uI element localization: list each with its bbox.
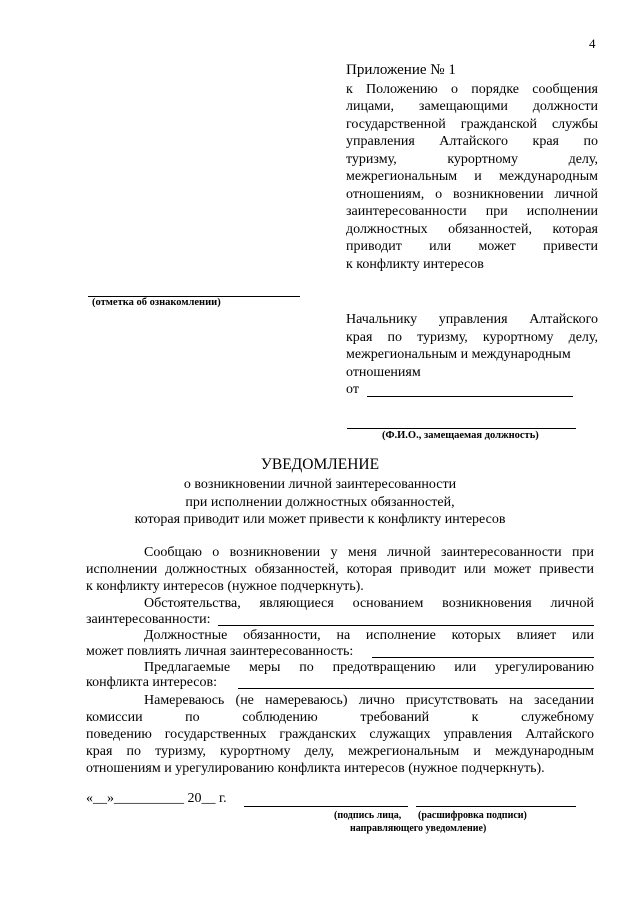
signature-caption: направляющего уведомление): [350, 823, 487, 834]
addressee-line: межрегиональным и международным: [346, 347, 571, 362]
body-line: Сообщаю о возникновении у меня личной заинтересованности при: [144, 545, 594, 560]
body-line: поведению государственных гражданских служащих управления Алтайского: [86, 727, 594, 742]
body-line: Предлагаемые меры по предотвращению или урегулированию: [144, 660, 594, 675]
body-line: исполнении должностных обязанностей, которая приводит или может привести: [86, 562, 594, 577]
fio-blank-line: [347, 428, 576, 429]
notice-subtitle-line: которая приводит или может привести к конфликту интересов: [134, 512, 506, 527]
body-line: заинтересованности:: [86, 612, 211, 627]
addressee-block: [346, 311, 598, 381]
measures-blank-line: [238, 688, 594, 689]
body-line: может повлиять личная заинтересованность:: [86, 644, 354, 659]
decode-caption: (расшифровка подписи): [418, 810, 527, 821]
notice-subtitle-line: о возникновении личной заинтересованности: [183, 477, 457, 492]
appendix-line: к Положению о порядке сообщения: [346, 81, 598, 97]
appendix-line: управления Алтайского края по: [346, 134, 598, 149]
body-line: края по туризму, курортному делу, межрегиональным и международным: [86, 744, 594, 759]
appendix-line: должностных обязанностей, которая: [346, 221, 598, 237]
duties-blank-line: [372, 657, 594, 658]
body-line: отношениям и урегулированию конфликта интересов (нужное подчеркнуть).: [86, 761, 545, 776]
signature-line: [244, 806, 408, 807]
appendix-line: государственной гражданской службы: [346, 116, 598, 132]
body-line: конфликта интересов:: [86, 675, 217, 690]
fio-caption: (Ф.И.О., замещаемая должность): [382, 430, 539, 441]
date-field: «__»__________ 20__ г.: [86, 791, 227, 806]
body-line: к конфликту интересов (нужное подчеркнуть).: [86, 579, 364, 594]
body-line: Должностные обязанности, на исполнение которых влияет или: [144, 628, 594, 643]
signature-caption: (подпись лица,: [334, 810, 402, 821]
appendix-line: приводит или может привести: [346, 239, 598, 254]
appendix-line: отношениям, о возникновении личной: [346, 186, 598, 202]
body-line: комиссии по соблюдению требований к служебному: [86, 710, 594, 725]
circumstances-blank-line: [218, 625, 594, 626]
appendix-line: межрегиональным и международным: [346, 169, 598, 184]
page-number: 4: [589, 36, 596, 51]
body-line: Обстоятельства, являющиеся основанием возникновения личной: [144, 596, 594, 611]
notice-title: УВЕДОМЛЕНИЕ: [260, 456, 380, 473]
notice-subtitle-line: при исполнении должностных обязанностей,: [185, 495, 455, 510]
addressee-line: Начальнику управления Алтайского: [346, 312, 598, 327]
appendix-line: заинтересованности при исполнении: [346, 204, 598, 219]
body-line: Намереваюсь (не намереваюсь) лично присутствовать на заседании: [144, 693, 594, 708]
appendix-line: к конфликту интересов: [346, 256, 484, 272]
appendix-line: туризму, курортному делу,: [346, 151, 598, 167]
appendix-line: лицами, замещающими должности: [346, 99, 598, 114]
appendix-block: [346, 62, 598, 273]
from-blank-line: [367, 396, 573, 397]
acknowledgment-label: (отметка об ознакомлении): [92, 297, 221, 308]
from-label: от: [346, 382, 359, 397]
appendix-title: Приложение № 1: [346, 62, 456, 78]
addressee-line: отношениям: [346, 364, 421, 380]
addressee-line: края по туризму, курортному делу,: [346, 329, 598, 345]
signature-decode-line: [416, 806, 576, 807]
